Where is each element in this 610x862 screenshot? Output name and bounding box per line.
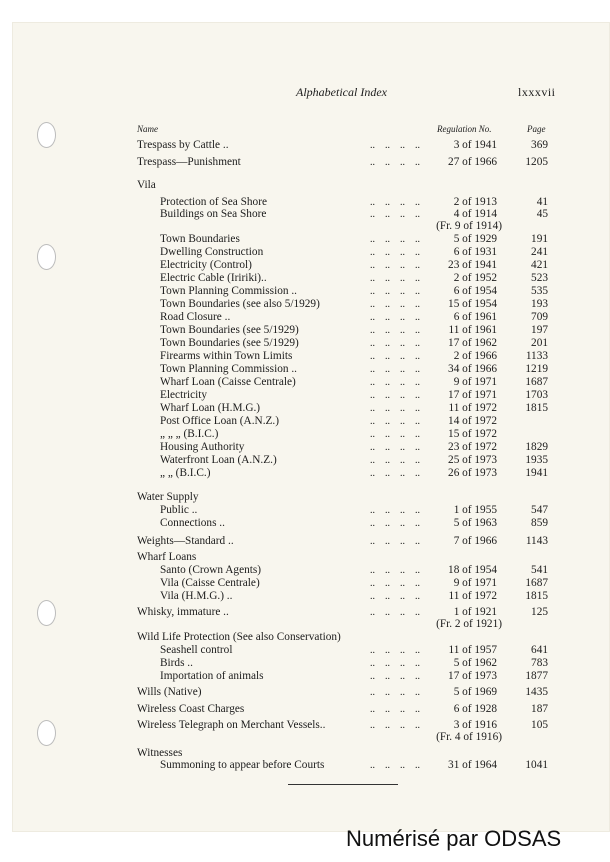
entry-name: Vila (Caisse Centrale): [160, 577, 260, 589]
leader-dots: .. .. .. ..: [370, 377, 420, 388]
entry-name: Wild Life Protection (See also Conservation): [137, 631, 341, 643]
entry-regulation: 2 of 1966: [453, 350, 497, 362]
index-entry: [0, 467, 610, 480]
entry-page: 1205: [525, 156, 548, 168]
entry-name: Town Boundaries (see 5/1929): [160, 337, 299, 349]
entry-name: Road Closure ..: [160, 311, 231, 323]
entry-name: Town Planning Commission ..: [160, 285, 297, 297]
entry-regulation: 11 of 1972: [448, 402, 497, 414]
entry-page: 105: [531, 719, 548, 731]
entry-name: Wills (Native): [137, 686, 202, 698]
entry-regulation: 5 of 1969: [453, 686, 497, 698]
entry-regulation: 6 of 1931: [453, 246, 497, 258]
entry-regulation: 14 of 1972: [448, 415, 497, 427]
index-entry-note: [0, 618, 610, 631]
index-entry: [0, 517, 610, 530]
leader-dots: .. .. .. ..: [370, 468, 420, 479]
entry-page: 45: [536, 208, 548, 220]
entry-name: Town Boundaries (see also 5/1929): [160, 298, 320, 310]
entry-name: Electric Cable (Iririki)..: [160, 272, 267, 284]
leader-dots: .. .. .. ..: [370, 455, 420, 466]
index-entry: [0, 156, 610, 169]
leader-dots: .. .. .. ..: [370, 578, 420, 589]
leader-dots: .. .. .. ..: [370, 260, 420, 271]
entry-name: Vila (H.M.G.) ..: [160, 590, 233, 602]
leader-dots: .. .. .. ..: [370, 429, 420, 440]
index-entry: [0, 272, 610, 285]
entry-page: 1133: [525, 350, 548, 362]
entry-name: Seashell control: [160, 644, 233, 656]
index-entry: [0, 337, 610, 350]
leader-dots: .. .. .. ..: [370, 760, 420, 771]
entry-page: 1687: [525, 577, 548, 589]
entry-page: 1815: [525, 590, 548, 602]
entry-name: Wharf Loans: [137, 551, 197, 563]
index-entry: [0, 703, 610, 716]
entry-regulation: 5 of 1962: [453, 657, 497, 669]
index-entry: [0, 415, 610, 428]
entry-page: 1041: [525, 759, 548, 771]
entry-name: Dwelling Construction: [160, 246, 264, 258]
entry-regulation: 23 of 1941: [448, 259, 497, 271]
leader-dots: .. .. .. ..: [370, 536, 420, 547]
leader-dots: .. .. .. ..: [370, 720, 420, 731]
leader-dots: .. .. .. ..: [370, 299, 420, 310]
entry-regulation: 18 of 1954: [448, 564, 497, 576]
entry-name: „ „ (B.I.C.): [160, 467, 211, 479]
index-entry: [0, 389, 610, 402]
leader-dots: .. .. .. ..: [370, 671, 420, 682]
leader-dots: .. .. .. ..: [370, 591, 420, 602]
entry-page: 241: [531, 246, 548, 258]
index-entry: [0, 670, 610, 683]
entry-name: Electricity (Control): [160, 259, 252, 271]
leader-dots: .. .. .. ..: [370, 140, 420, 151]
leader-dots: .. .. .. ..: [370, 390, 420, 401]
leader-dots: .. .. .. ..: [370, 505, 420, 516]
entry-regulation: (Fr. 4 of 1916): [436, 731, 502, 743]
page-number: lxxxvii: [518, 85, 556, 99]
leader-dots: .. .. .. ..: [370, 607, 420, 618]
entry-regulation: 5 of 1929: [453, 233, 497, 245]
entry-name: Firearms within Town Limits: [160, 350, 293, 362]
index-entry: [0, 644, 610, 657]
entry-name: Santo (Crown Agents): [160, 564, 262, 576]
index-entry: [0, 376, 610, 389]
entry-regulation: 1 of 1921: [453, 606, 497, 618]
entry-page: 197: [531, 324, 548, 336]
leader-dots: .. .. .. ..: [370, 157, 420, 168]
entry-regulation: 3 of 1916: [453, 719, 497, 731]
page-title: Alphabetical Index: [296, 85, 387, 99]
entry-page: 1829: [525, 441, 548, 453]
entry-name: Whisky, immature ..: [137, 606, 229, 618]
entry-page: 523: [531, 272, 548, 284]
entry-name: Wharf Loan (H.M.G.): [160, 402, 261, 414]
entry-name: Town Boundaries: [160, 233, 240, 245]
entry-regulation: 6 of 1928: [453, 703, 497, 715]
entry-regulation: 17 of 1971: [448, 389, 497, 401]
entry-page: 535: [531, 285, 548, 297]
column-header-page: Page: [527, 124, 546, 134]
entry-regulation: 5 of 1963: [453, 517, 497, 529]
entry-name: Trespass—Punishment: [137, 156, 241, 168]
entry-page: 1815: [525, 402, 548, 414]
entry-page: 783: [531, 657, 548, 669]
entry-regulation: 9 of 1971: [453, 577, 497, 589]
entry-name: Connections ..: [160, 517, 225, 529]
leader-dots: .. .. .. ..: [370, 645, 420, 656]
entry-name: Town Boundaries (see 5/1929): [160, 324, 299, 336]
leader-dots: .. .. .. ..: [370, 325, 420, 336]
leader-dots: .. .. .. ..: [370, 416, 420, 427]
entry-regulation: 7 of 1966: [453, 535, 497, 547]
leader-dots: .. .. .. ..: [370, 364, 420, 375]
entry-name: Post Office Loan (A.N.Z.): [160, 415, 280, 427]
leader-dots: .. .. .. ..: [370, 403, 420, 414]
entry-page: 41: [536, 196, 548, 208]
index-entry: [0, 759, 610, 772]
entry-page: 1935: [525, 454, 548, 466]
index-entry: [0, 504, 610, 517]
entry-regulation: 1 of 1955: [453, 504, 497, 516]
index-entry: [0, 454, 610, 467]
index-entry: [0, 246, 610, 259]
leader-dots: .. .. .. ..: [370, 704, 420, 715]
entry-regulation: 9 of 1971: [453, 376, 497, 388]
entry-page: 709: [531, 311, 548, 323]
entry-name: Trespass by Cattle ..: [137, 139, 229, 151]
entry-name: Waterfront Loan (A.N.Z.): [160, 454, 277, 466]
index-entry: [0, 657, 610, 670]
index-entry: [0, 350, 610, 363]
entry-page: 1219: [525, 363, 548, 375]
entry-page: 1687: [525, 376, 548, 388]
index-entry: [0, 259, 610, 272]
leader-dots: .. .. .. ..: [370, 197, 420, 208]
index-entry: [0, 428, 610, 441]
entry-page: 421: [531, 259, 548, 271]
entry-name: Water Supply: [137, 491, 199, 503]
index-entry: [0, 363, 610, 376]
entry-regulation: 3 of 1941: [453, 139, 497, 151]
entry-name: Weights—Standard ..: [137, 535, 234, 547]
index-entry: [0, 441, 610, 454]
end-rule: [288, 784, 398, 785]
leader-dots: .. .. .. ..: [370, 234, 420, 245]
index-entry: [0, 311, 610, 324]
leader-dots: .. .. .. ..: [370, 338, 420, 349]
index-entry: [0, 233, 610, 246]
entry-name: Buildings on Sea Shore: [160, 208, 267, 220]
entry-name: Wireless Telegraph on Merchant Vessels..: [137, 719, 326, 731]
entry-page: 1435: [525, 686, 548, 698]
leader-dots: .. .. .. ..: [370, 209, 420, 220]
entry-regulation: 27 of 1966: [448, 156, 497, 168]
entry-regulation: 17 of 1962: [448, 337, 497, 349]
entry-page: 1877: [525, 670, 548, 682]
scan-watermark: Numérisé par ODSAS: [346, 826, 562, 851]
entry-page: 369: [531, 139, 548, 151]
entry-name: Birds ..: [160, 657, 193, 669]
entry-name: Housing Authority: [160, 441, 245, 453]
index-entry: [0, 402, 610, 415]
column-header-regulation: Regulation No.: [437, 124, 492, 134]
entry-regulation: 6 of 1954: [453, 285, 497, 297]
entry-name: Witnesses: [137, 747, 183, 759]
index-entry: [0, 324, 610, 337]
entry-regulation: 17 of 1973: [448, 670, 497, 682]
entry-regulation: 4 of 1914: [453, 208, 497, 220]
entry-page: 1941: [525, 467, 548, 479]
index-entry: [0, 577, 610, 590]
index-entry: [0, 298, 610, 311]
entry-page: 193: [531, 298, 548, 310]
leader-dots: .. .. .. ..: [370, 658, 420, 669]
entry-regulation: 15 of 1954: [448, 298, 497, 310]
index-entry: [0, 285, 610, 298]
entry-page: 1143: [525, 535, 548, 547]
index-entry: [0, 590, 610, 603]
entry-regulation: 15 of 1972: [448, 428, 497, 440]
entry-name: Importation of animals: [160, 670, 264, 682]
entry-name: „ „ „ (B.I.C.): [160, 428, 219, 440]
entry-name: Town Planning Commission ..: [160, 363, 297, 375]
entry-page: 191: [531, 233, 548, 245]
entry-regulation: 2 of 1913: [453, 196, 497, 208]
leader-dots: .. .. .. ..: [370, 442, 420, 453]
index-entry: [0, 535, 610, 548]
entry-name: Public ..: [160, 504, 198, 516]
entry-regulation: 2 of 1952: [453, 272, 497, 284]
index-entry: [0, 551, 610, 564]
index-entry: [0, 631, 610, 644]
index-entry: [0, 139, 610, 152]
index-entry: [0, 491, 610, 504]
entry-regulation: 26 of 1973: [448, 467, 497, 479]
index-entry: [0, 564, 610, 577]
entry-page: 547: [531, 504, 548, 516]
entry-page: 641: [531, 644, 548, 656]
entry-regulation: 11 of 1972: [448, 590, 497, 602]
entry-page: 125: [531, 606, 548, 618]
entry-regulation: 31 of 1964: [448, 759, 497, 771]
entry-regulation: 11 of 1957: [448, 644, 497, 656]
entry-name: Wharf Loan (Caisse Centrale): [160, 376, 296, 388]
entry-page: 859: [531, 517, 548, 529]
entry-regulation: 25 of 1973: [448, 454, 497, 466]
column-header-name: Name: [137, 124, 158, 134]
leader-dots: .. .. .. ..: [370, 247, 420, 258]
entry-regulation: 23 of 1972: [448, 441, 497, 453]
entry-regulation: (Fr. 9 of 1914): [436, 220, 502, 232]
index-entry-note: [0, 731, 610, 744]
entry-regulation: 34 of 1966: [448, 363, 497, 375]
entry-page: 201: [531, 337, 548, 349]
leader-dots: .. .. .. ..: [370, 273, 420, 284]
leader-dots: .. .. .. ..: [370, 687, 420, 698]
entry-regulation: 11 of 1961: [448, 324, 497, 336]
entry-page: 541: [531, 564, 548, 576]
index-entry-note: [0, 220, 610, 233]
entry-name: Electricity: [160, 389, 208, 401]
index-entry: [0, 686, 610, 699]
entry-page: 1703: [525, 389, 548, 401]
entry-name: Wireless Coast Charges: [137, 703, 245, 715]
leader-dots: .. .. .. ..: [370, 351, 420, 362]
entry-page: 187: [531, 703, 548, 715]
leader-dots: .. .. .. ..: [370, 312, 420, 323]
leader-dots: .. .. .. ..: [370, 565, 420, 576]
entry-regulation: (Fr. 2 of 1921): [436, 618, 502, 630]
leader-dots: .. .. .. ..: [370, 286, 420, 297]
entry-name: Summoning to appear before Courts: [160, 759, 325, 771]
entry-name: Vila: [137, 179, 156, 191]
index-entry: [0, 179, 610, 192]
entry-regulation: 6 of 1961: [453, 311, 497, 323]
entry-name: Protection of Sea Shore: [160, 196, 267, 208]
leader-dots: .. .. .. ..: [370, 518, 420, 529]
